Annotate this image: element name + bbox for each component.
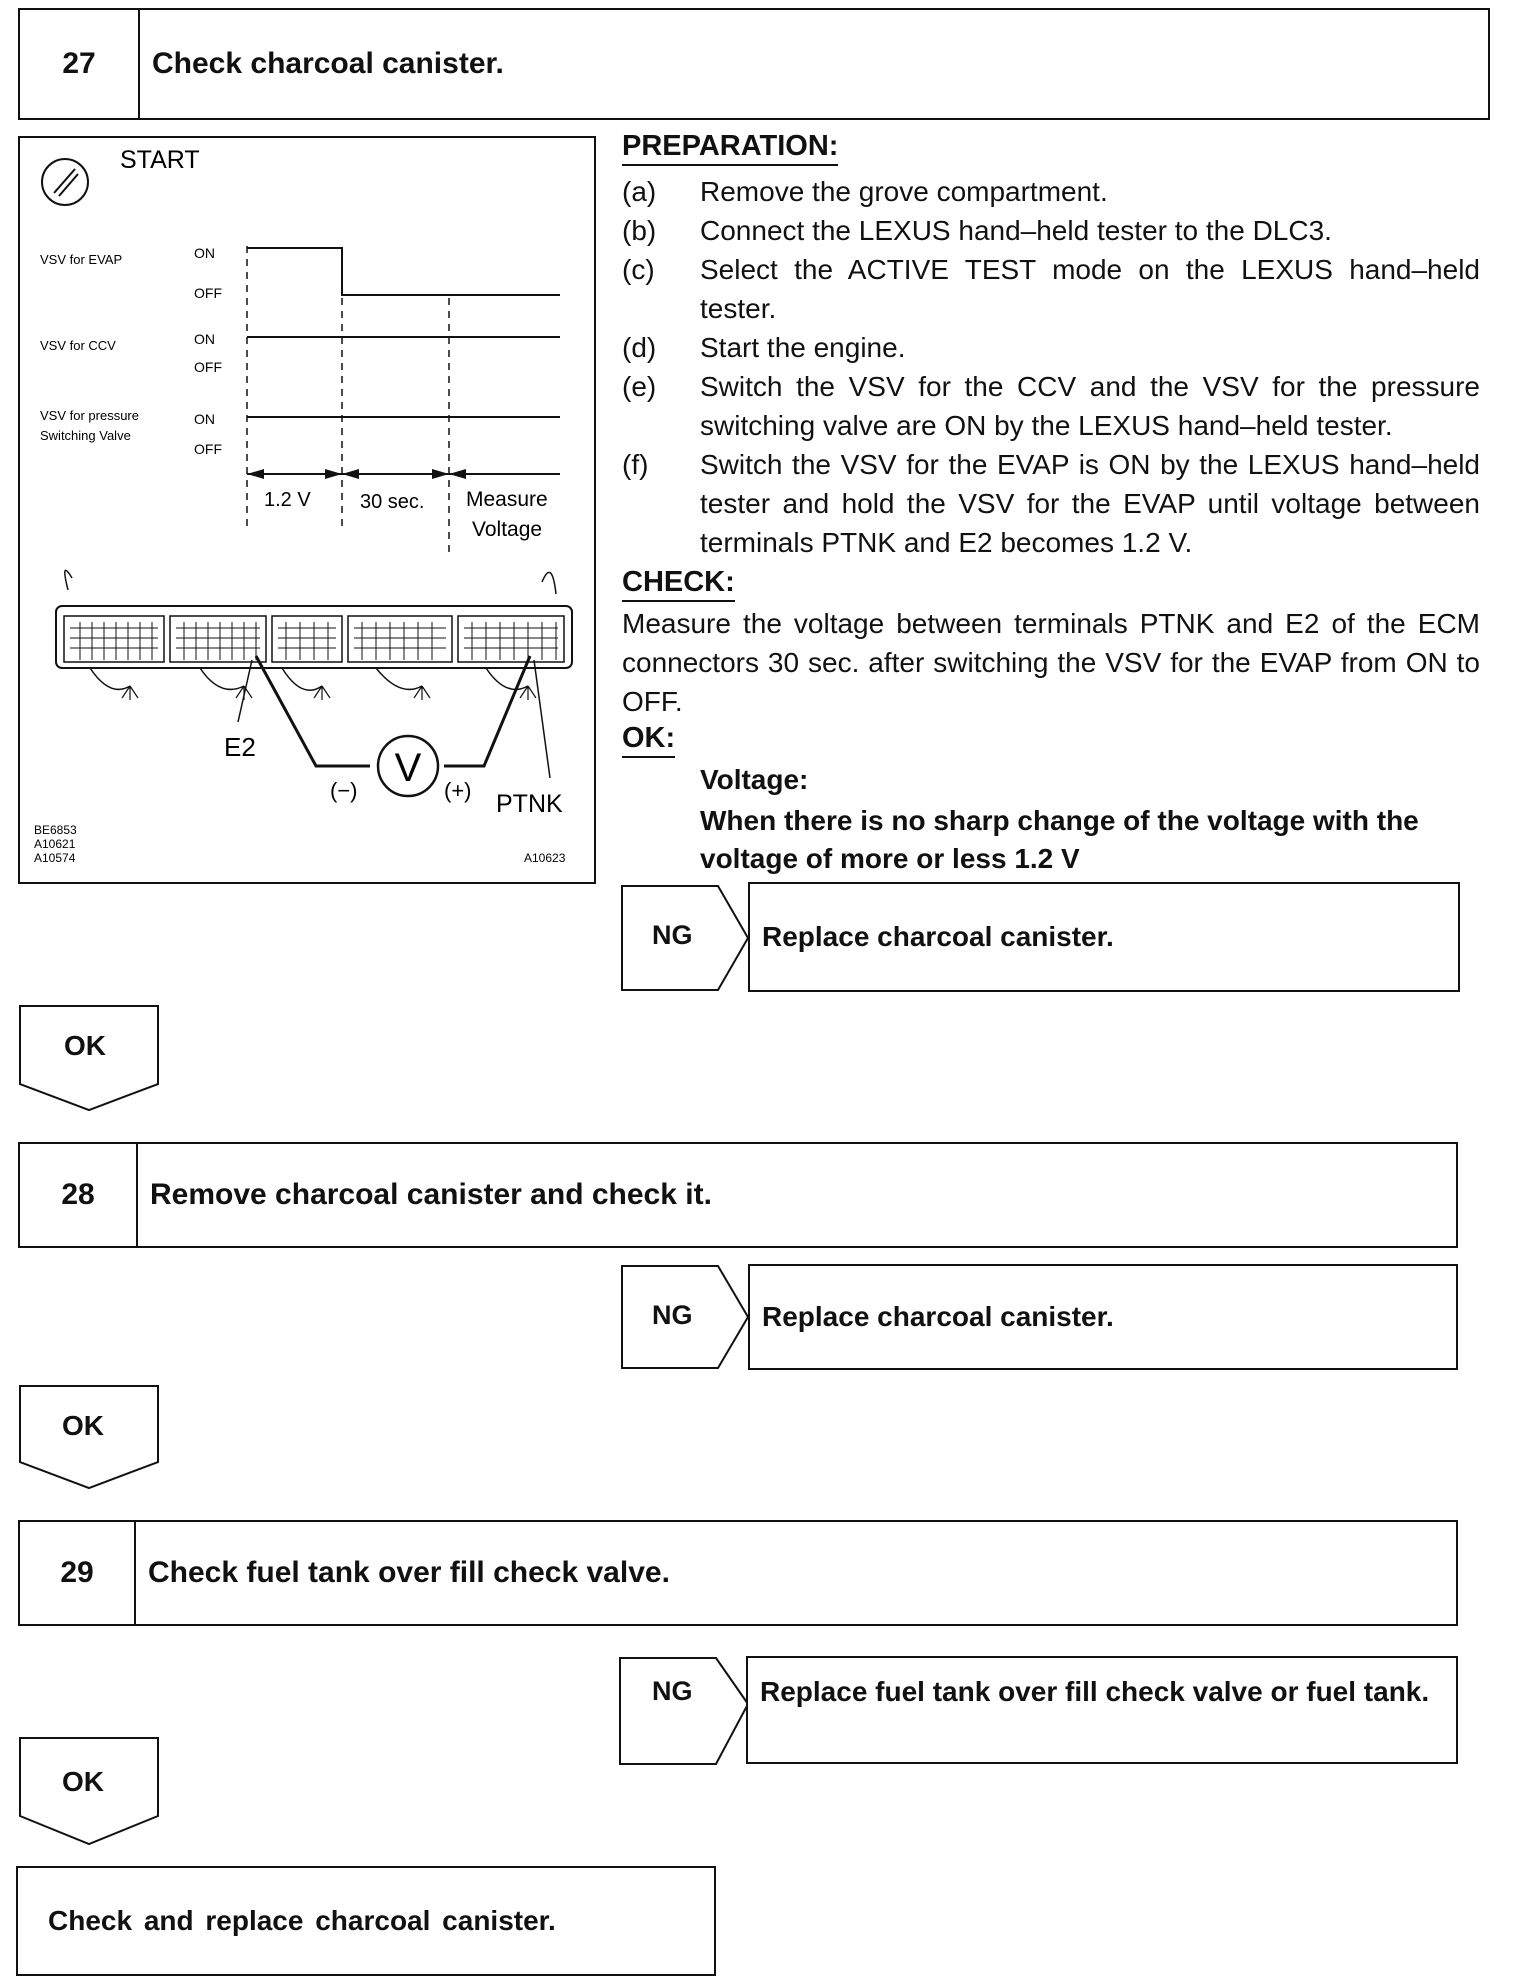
step-29-header (18, 1520, 1458, 1626)
figure-drawing (20, 138, 594, 882)
figure-code: A10574 (34, 851, 76, 865)
off-label: OFF (194, 285, 222, 301)
off-label: OFF (194, 441, 222, 457)
row-label: VSV for CCV (40, 338, 116, 353)
interval-label: 1.2 V (264, 489, 311, 511)
step-number: 29 (20, 1522, 136, 1624)
ok-label: OK (64, 1030, 106, 1061)
step-title: Remove charcoal canister and check it. (150, 1178, 712, 1211)
final-action-text: Check and replace charcoal canister. (48, 1905, 556, 1936)
figure-code: BE6853 (34, 823, 77, 837)
plus-label: (+) (444, 778, 472, 803)
off-label: OFF (194, 359, 222, 375)
ng-result-box: Replace charcoal canister. (748, 882, 1460, 992)
timing-diagram-figure (18, 136, 596, 884)
step-27-header (18, 8, 1490, 120)
minus-label: (−) (330, 778, 358, 803)
step-number: 27 (20, 10, 140, 118)
voltmeter-icon (378, 736, 438, 796)
meter-symbol: V (394, 746, 422, 790)
preparation-list: (a) Remove the grove compartment. (b) Connect the LEXUS hand–held tester to the DLC3. (c) Select the ACTIVE TEST mode on the LEXUS hand–held tester. (d) Start the engine. (e) Switch the VSV for the CCV and the VSV for the pressure switching valve are ON by the LEXUS hand–held tester. (f) Switch the VSV for the EVAP is ON by the LEXUS hand–held tester and hold the VSV for the EVAP until voltage between terminals PTNK and E2 becomes 1.2 V. (622, 176, 1480, 558)
interval-label: Measure (466, 488, 548, 511)
ok-label: OK (62, 1766, 104, 1797)
row-label: Switching Valve (40, 428, 131, 443)
check-heading: CHECK: (622, 566, 735, 599)
ok-spec-label: Voltage: (700, 764, 809, 795)
on-label: ON (194, 411, 215, 427)
ok-spec-text: When there is no sharp change of the voltage with the voltage of more or less 1.2 V (700, 805, 1419, 874)
ng-result-box: Replace fuel tank over fill check valve or fuel tank. (746, 1656, 1458, 1764)
ok-label: OK (62, 1410, 104, 1441)
on-label: ON (194, 245, 215, 261)
on-label: ON (194, 331, 215, 347)
ecm-connector-drawing (56, 570, 572, 700)
step-title: Check fuel tank over fill check valve. (148, 1556, 670, 1589)
interval-label: 30 sec. (360, 491, 425, 513)
final-action-box (16, 1866, 716, 1976)
step-28-header (18, 1142, 1458, 1248)
step-title: Check charcoal canister. (152, 47, 504, 80)
ng-label: NG (652, 920, 693, 950)
start-label: START (120, 146, 200, 174)
ng-label: NG (652, 1300, 693, 1330)
terminal-ptnk-label: PTNK (496, 790, 563, 818)
terminal-e2-label: E2 (224, 732, 256, 762)
row-label: VSV for pressure (40, 408, 139, 423)
ng-result-box: Replace charcoal canister. (748, 1264, 1458, 1370)
preparation-heading: PREPARATION: (622, 130, 838, 163)
signal-evap (247, 248, 560, 295)
check-text: Measure the voltage between terminals PTNK and E2 of the ECM connectors 30 sec. after switching the VSV for the EVAP from ON to OFF. (622, 608, 1480, 717)
figure-code: A10621 (34, 837, 76, 851)
ng-label: NG (652, 1676, 693, 1706)
interval-label: Voltage (472, 518, 543, 541)
step-number: 28 (20, 1144, 138, 1246)
ok-heading: OK: (622, 722, 675, 755)
figure-code: A10623 (524, 851, 566, 865)
ng-arrow-shape (618, 1656, 752, 1768)
start-icon (42, 159, 88, 205)
row-label: VSV for EVAP (40, 252, 123, 267)
